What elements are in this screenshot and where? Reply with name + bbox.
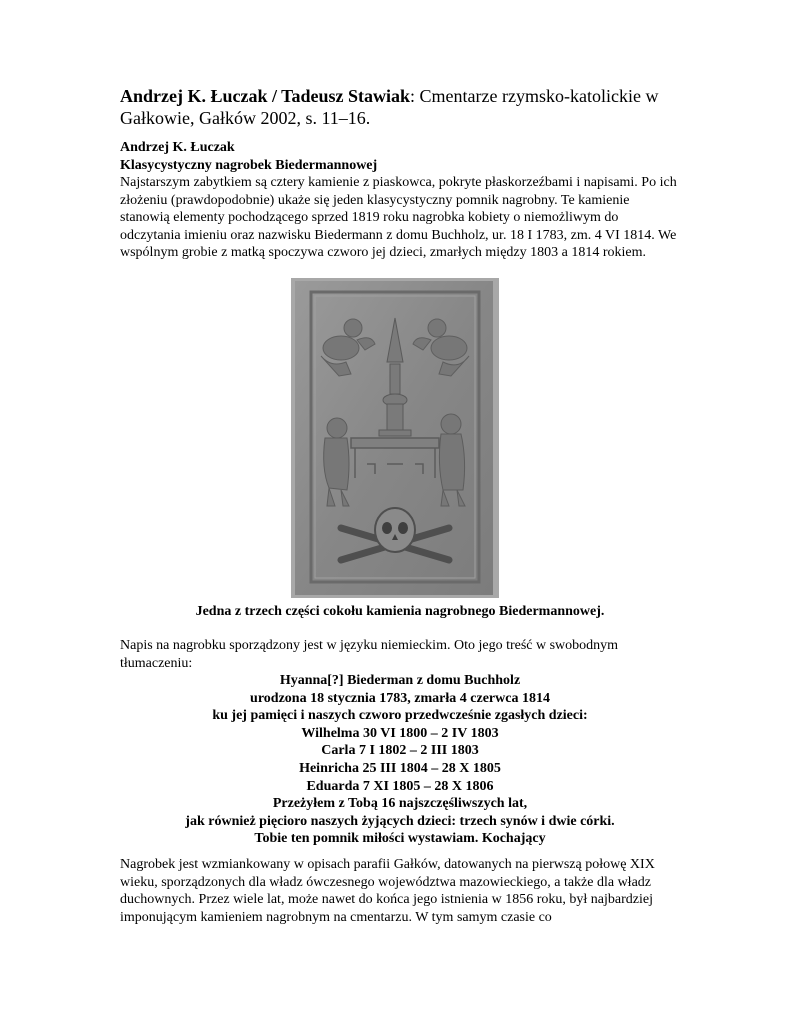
inscription-line: Hyanna[?] Biederman z domu Buchholz xyxy=(279,673,521,688)
inscription-line: jak również pięcioro naszych żyjących dzieci: trzech synów i dwie córki. xyxy=(185,813,615,829)
article-author: Andrzej K. Łuczak xyxy=(120,140,235,155)
inscription-line: Wilhelma 30 VI 1800 – 2 IV 1803 xyxy=(301,725,499,741)
inscription-line: Przeżyłem z Tobą 16 najszczęśliwszych lat, xyxy=(272,796,528,812)
paragraph-intro: Najstarszym zabytkiem są cztery kamienie z piaskowca, pokryte płaskorzeźbami i napisami. Po ich złożeniu (prawdopodobnie) ukaże się jeden klasycystyczny pomnik nagrobny. Te kamienie stanowią elementy pochodzącego sprzed 1819 roku nagrobka kobiety o niemożliwym do odczytania imieniu oraz nazwisku Biedermann z domu Buchholz, ur. 18 I 1783, zm. 4 VI 1814. We wspólnym grobie z matką spoczywa czworo jej dzieci, zmarłych między 1803 a 1814 rokiem. xyxy=(120,175,677,260)
paragraph-history: Nagrobek jest wzmiankowany w opisach parafii Gałków, datowanych na pierwszą połowę XIX wieku, sporządzonych dla władz ówczesnego województwa mazowieckiego, a także dla władz duchownych. Przez wiele lat, może nawet do końca jego istnienia w 1856 roku, był najbardziej imponującym kamieniem nagrobnym na cmentarzu. W tym samym czasie co xyxy=(120,857,655,925)
paragraph-inscription-intro: Napis na nagrobku sporządzony jest w języku niemieckim. Oto jego treść w swobodnym tłumaczeniu: xyxy=(120,638,619,671)
inscription-line: Tobie ten pomnik miłości wystawiam. Kochający xyxy=(254,831,546,847)
gravestone-relief-photo xyxy=(291,278,499,598)
gravestone-relief-image xyxy=(291,278,499,598)
figure-caption: Jedna z trzech części cokołu kamienia nagrobnego Biedermannowej. xyxy=(195,604,605,619)
inscription-translation xyxy=(120,672,680,848)
inscription-line: ku jej pamięci i naszych czworo przedwcześnie zgasłych dzieci: xyxy=(212,708,588,724)
inscription-line: urodzona 18 stycznia 1783, zmarła 4 czerwca 1814 xyxy=(250,690,550,706)
article-title: Klasycystyczny nagrobek Biedermannowej xyxy=(120,157,378,173)
inscription-line: Heinricha 25 III 1804 – 28 X 1805 xyxy=(299,760,501,776)
heading-authors: Andrzej K. Łuczak / Tadeusz Stawiak xyxy=(120,86,411,106)
heading-citation: : Cmentarze rzymsko-katolickie w Gałkowie, Gałków 2002, s. 11–16. xyxy=(120,86,659,128)
inscription-line: Carla 7 I 1802 – 2 III 1803 xyxy=(321,743,479,759)
inscription-line: Eduarda 7 XI 1805 – 28 X 1806 xyxy=(306,778,494,794)
document-heading xyxy=(120,85,680,129)
